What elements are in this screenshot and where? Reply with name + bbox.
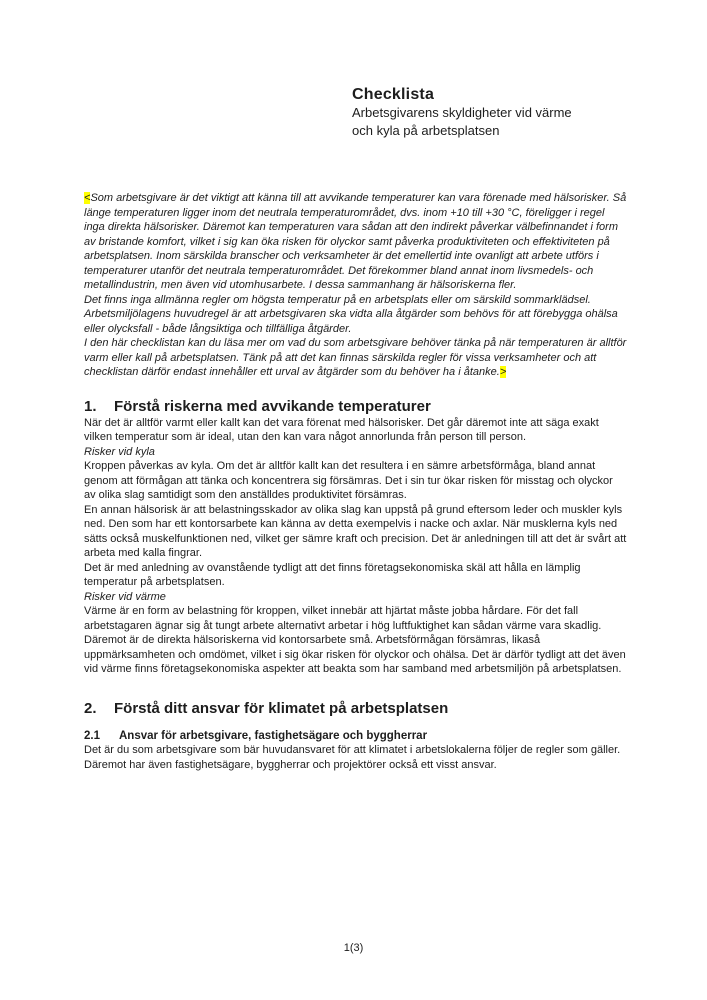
- section-1-number: 1.: [84, 397, 97, 415]
- document-subtitle: [352, 104, 622, 139]
- section-2-1-number: 2.1: [84, 729, 100, 742]
- document-header: [352, 85, 622, 139]
- section-2-1-paragraph-1: Det är du som arbetsgivare som bär huvudansvaret för att klimatet i arbetslokalerna följer de regler som gäller. Däremot har även fastighetsägare, byggherrar och projektörer också ett visst ansvar.: [84, 744, 621, 771]
- section-2-1-heading-text: Ansvar för arbetsgivare, fastighetsägare och byggherrar: [119, 729, 428, 742]
- section-1-heading: [84, 398, 627, 416]
- risks-cold-subheading: Risker vid kyla: [84, 445, 155, 458]
- intro-paragraph-1: [84, 191, 627, 293]
- risks-heat-paragraph-1: Värme är en form av belastning för kroppen, vilket innebär att hjärtat måste jobba hårdare. För det fall arbetstagaren ägnar sig åt tungt arbete alternativt arbetar i hög luftfuktighet kan sådan värme vara skadlig. Däremot är de direkta hälsoriskerna vid kontorsarbete små. Arbetsförmågan försämras, likaså uppmärksamheten och omdömet, vilket i sig ökar risken för olyckor och ohälsa. Det är därför tydligt att det även vid värme finns företagsekonomiska aspekter att beakta som har samband med arbetsmiljön på arbetsplatsen.: [84, 605, 626, 675]
- intro-paragraph-3: [84, 336, 627, 380]
- section-1-heading-text: Förstå riskerna med avvikande temperaturer: [114, 397, 431, 415]
- document-body: [84, 191, 627, 772]
- intro-paragraph-2: Det finns inga allmänna regler om högsta temperatur på en arbetsplats eller om särskild sommarklädsel. Arbetsmiljölagens huvudregel är att arbetsgivaren ska vidta alla åtgärder som behövs för att förebygga ohälsa eller olycksfall - både långsiktiga och tillfälliga åtgärder.: [84, 293, 618, 335]
- risks-cold-paragraph-3: Det är med anledning av ovanstående tydligt att det finns företagsekonomiska skäl att hålla en lämplig temperatur på arbetsplatsen.: [84, 561, 581, 588]
- risks-cold-paragraph-1: Kroppen påverkas av kyla. Om det är alltför kallt kan det resultera i en sämre arbetsförmåga, bland annat genom att förmågan att tänka och koncentrera sig försämras. Det i sin tur ökar risken för misstag och olyckor av olika slag samtidigt som den anställdes produktivitet försämras.: [84, 460, 613, 501]
- document-subtitle-line-2: och kyla på arbetsplatsen: [352, 122, 500, 138]
- document-subtitle-line-1: Arbetsgivarens skyldigheter vid värme: [352, 105, 572, 120]
- section-1-paragraph-1: När det är alltför varmt eller kallt kan det vara förenat med hälsorisker. Det går däremot inte att säga exakt vilken temperatur som är ideal, utan den kan vara något annorlunda från person till person.: [84, 416, 599, 443]
- highlight-open-marker: <: [84, 192, 91, 204]
- highlight-close-marker: >: [499, 366, 507, 378]
- page-number: 1(3): [343, 942, 364, 954]
- intro-paragraph-3-text: I den här checklistan kan du läsa mer om vad du som arbetsgivare behöver tänka på när temperaturen är alltför varm eller kall på arbetsplatsen. Tänk på att det kan finnas särskilda regler för vissa verksamheter och att checklistan därför endast innehåller ett urval av åtgärder som du behöver ha i åtanke.: [84, 337, 627, 378]
- section-2-heading-text: Förstå ditt ansvar för klimatet på arbetsplatsen: [114, 699, 449, 717]
- risks-cold-paragraph-2: En annan hälsorisk är att belastningsskador av olika slag kan uppstå på grund eftersom leder och muskler kyls ned. Den som har ett kontorsarbete kan känna av detta exempelvis i nacke och axlar. När musklerna kyls ned sätts också muskelfunktionen ned, vilket ger sämre kraft och precision. Det är anledningen till att det är svårt att arbeta med kalla fingrar.: [84, 503, 627, 559]
- intro-paragraph-1-text: Som arbetsgivare är det viktigt att känna till att avvikande temperaturer kan vara förenade med hälsorisker. Så länge temperaturen ligger inom det neutrala temperaturområdet, dvs. inom +10 till +30 °C, föreligger i regel inga direkta hälsorisker. Däremot kan temperaturen vara sådan att den indirekt påverkar välbefinnandet i form av bristande komfort, vilket i sig kan öka risken för olyckor samt påverka produktiviteten och effektiviteten på arbetsplatsen. Inom särskilda branscher och verksamheter är det emellertid inte ovanligt att arbete utförs i temperaturer utanför det neutrala temperaturområdet. Det förekommer bland annat inom livsmedels- och metallindustrin, men även vid utomhusarbete. I dessa sammanhang är hälsoriskerna fler.: [84, 192, 627, 291]
- section-2-1-heading: [84, 729, 627, 744]
- risks-heat-subheading: Risker vid värme: [84, 590, 166, 603]
- document-title: Checklista: [352, 86, 435, 103]
- section-2-number: 2.: [84, 699, 97, 717]
- section-2-heading: [84, 700, 627, 718]
